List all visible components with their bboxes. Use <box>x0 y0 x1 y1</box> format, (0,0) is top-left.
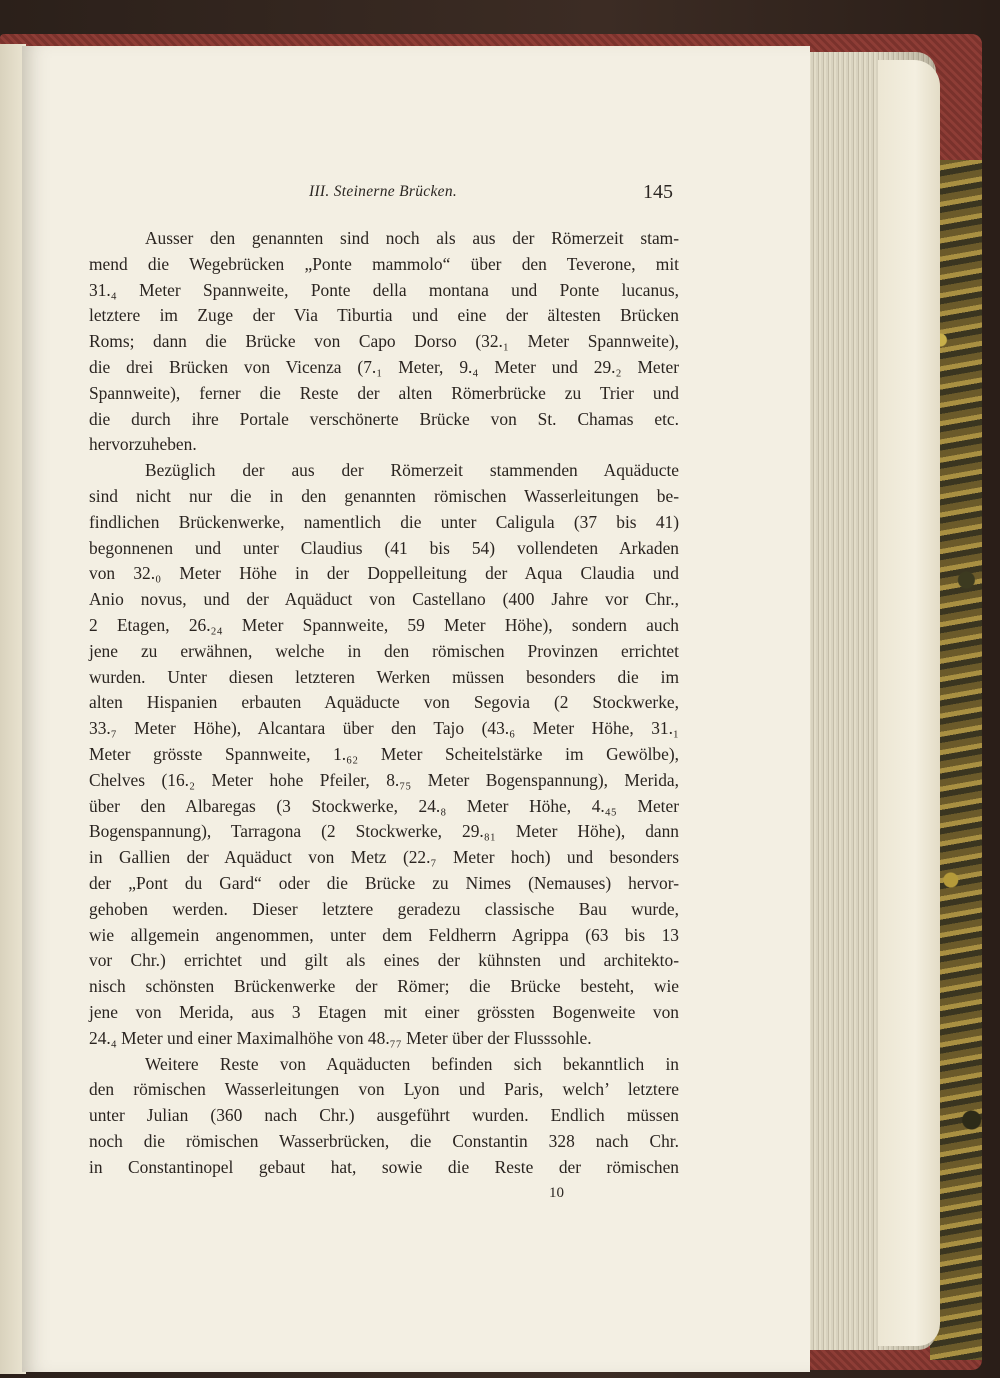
text-line: den römischen Wasserleitungen von Lyon und Paris, welch’ letztere <box>89 1079 679 1100</box>
text-line: hervorzuheben. <box>89 434 197 455</box>
text-line: mend die Wegebrücken „Ponte mammolo“ über den Teverone, mit <box>89 253 679 274</box>
running-head: III. Steinerne Brücken. <box>309 183 458 200</box>
text-line: 31.₄ Meter Spannweite, Ponte della montana und Ponte lucanus, <box>89 279 679 300</box>
text-line: Weitere Reste von Aquäducten befinden sich bekanntlich in <box>145 1053 679 1074</box>
text-line: jene zu erwähnen, welche in den römischen Provinzen errichtet <box>89 640 679 661</box>
fore-edge-strip <box>878 60 940 1346</box>
text-line: die drei Brücken von Vicenza (7.₁ Meter, 9.₄ Meter und 29.₂ Meter <box>89 356 679 377</box>
text-line: jene von Merida, aus 3 Etagen mit einer grössten Bogenweite von <box>89 1001 679 1022</box>
text-line: Bogenspannung), Tarragona (2 Stockwerke, 29.₈₁ Meter Höhe), dann <box>89 821 679 842</box>
text-body <box>89 226 679 1180</box>
text-line: von 32.₀ Meter Höhe in der Doppelleitung der Aqua Claudia und <box>89 563 679 584</box>
text-line: in Gallien der Aquäduct von Metz (22.₇ Meter hoch) und besonders <box>89 847 679 868</box>
text-line: gehoben werden. Dieser letztere geradezu classische Bau wurde, <box>89 898 679 919</box>
text-line: letztere im Zuge der Via Tiburtia und eine der ältesten Brücken <box>89 305 679 326</box>
text-line: noch die römischen Wasserbrücken, die Constantin 328 nach Chr. <box>89 1130 679 1151</box>
text-line: der „Pont du Gard“ oder die Brücke zu Nimes (Nemauses) hervor- <box>89 872 679 893</box>
text-line: alten Hispanien erbauten Aquäducte von Segovia (2 Stockwerke, <box>89 692 679 713</box>
text-line: wie allgemein angenommen, unter dem Feldherrn Agrippa (63 bis 13 <box>89 924 679 945</box>
text-line: begonnenen und unter Claudius (41 bis 54) vollendeten Arkaden <box>89 537 679 558</box>
text-line: nisch schönsten Brückenwerke der Römer; die Brücke besteht, wie <box>89 976 679 997</box>
text-line: Spannweite), ferner die Reste der alten Römerbrücke zu Trier und <box>89 382 679 403</box>
text-line: Meter grösste Spannweite, 1.₆₂ Meter Scheitelstärke im Gewölbe), <box>89 743 679 764</box>
text-line: 33.₇ Meter Höhe), Alcantara über den Tajo (43.₆ Meter Höhe, 31.₁ <box>89 718 679 739</box>
text-line: findlichen Brückenwerke, namentlich die unter Caligula (37 bis 41) <box>89 511 679 532</box>
text-line: in Constantinopel gebaut hat, sowie die Reste der römischen <box>89 1156 679 1177</box>
text-line: wurden. Unter diesen letzteren Werken müssen besonders die im <box>89 666 679 687</box>
text-line: 24.₄ Meter und einer Maximalhöhe von 48.₇₇ Meter über der Flusssohle. <box>89 1027 592 1048</box>
text-line: 2 Etagen, 26.₂₄ Meter Spannweite, 59 Meter Höhe), sondern auch <box>89 614 679 635</box>
text-line: Chelves (16.₂ Meter hohe Pfeiler, 8.₇₅ Meter Bogenspannung), Merida, <box>89 769 679 790</box>
page-number: 145 <box>643 181 673 203</box>
text-line: Bezüglich der aus der Römerzeit stammenden Aquäducte <box>145 460 679 481</box>
text-line: Ausser den genannten sind noch als aus der Römerzeit stam- <box>145 228 679 248</box>
text-line: Anio novus, und der Aquäduct von Castellano (400 Jahre vor Chr., <box>89 589 679 610</box>
text-line: unter Julian (360 nach Chr.) ausgeführt wurden. Endlich müssen <box>89 1105 679 1126</box>
text-line: die durch ihre Portale verschönerte Brücke von St. Chamas etc. <box>89 408 679 429</box>
text-line: Roms; dann die Brücke von Capo Dorso (32.₁ Meter Spannweite), <box>89 331 679 352</box>
text-line: über den Albaregas (3 Stockwerke, 24.₈ Meter Höhe, 4.₄₅ Meter <box>89 795 679 816</box>
text-line: sind nicht nur die in den genannten römischen Wasserleitungen be- <box>89 485 679 506</box>
signature-mark: 10 <box>549 1185 564 1201</box>
text-line: vor Chr.) errichtet und gilt als eines der kühnsten und architekto- <box>89 950 679 971</box>
